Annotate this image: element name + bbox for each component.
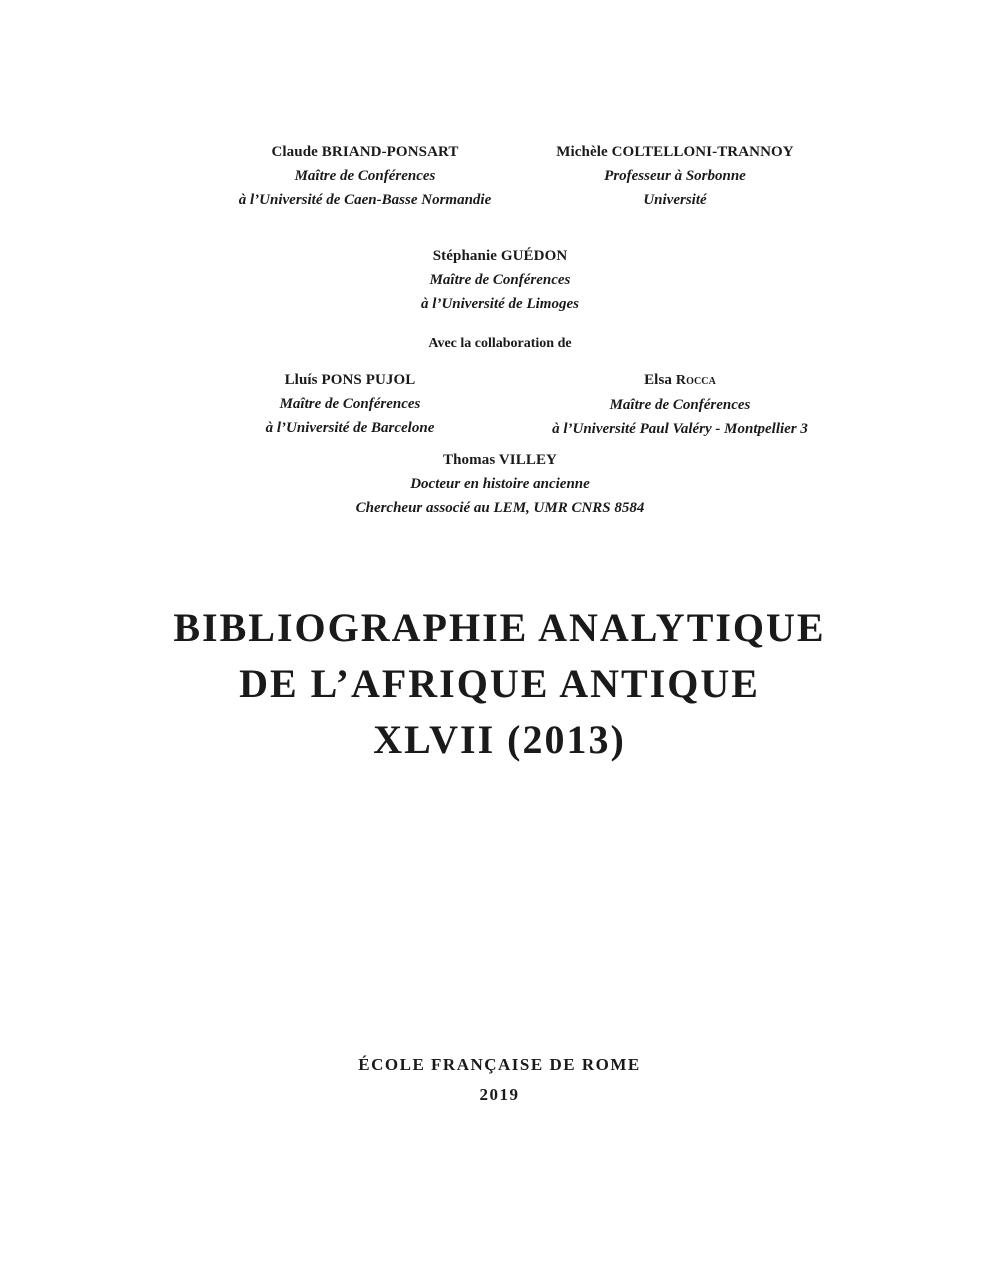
author-first-name: Thomas bbox=[443, 452, 496, 468]
author-name bbox=[530, 140, 820, 164]
book-title-line-1: BIBLIOGRAPHIE ANALYTIQUE bbox=[173, 605, 826, 650]
author-role: Maître de Conférences bbox=[429, 272, 571, 288]
author-briand-ponsart bbox=[200, 140, 530, 212]
author-role: Maître de Conférences bbox=[294, 168, 436, 184]
author-last-name: VILLEY bbox=[498, 452, 557, 468]
author-name bbox=[200, 368, 500, 392]
author-role: Docteur en histoire ancienne bbox=[410, 476, 590, 492]
author-affiliation: à l’Université de Limoges bbox=[421, 296, 579, 312]
author-affiliation: à l’Université Paul Valéry - Montpellier 3 bbox=[552, 421, 808, 437]
author-last-name: COLTELLONI-TRANNOY bbox=[611, 144, 794, 160]
author-first-name: Claude bbox=[271, 144, 318, 160]
author-affiliation: à l’Université de Barcelone bbox=[265, 420, 435, 436]
author-role: Professeur à Sorbonne bbox=[604, 168, 746, 184]
author-affiliation: à l’Université de Caen-Basse Normandie bbox=[238, 192, 492, 208]
author-last-name: PONS PUJOL bbox=[321, 372, 416, 388]
author-name bbox=[350, 244, 650, 268]
author-name bbox=[300, 448, 700, 472]
author-last-name: Rocca bbox=[675, 373, 716, 388]
author-affiliation: Université bbox=[643, 192, 707, 208]
book-title-line-3: XLVII (2013) bbox=[373, 717, 626, 762]
publication-year: 2019 bbox=[479, 1085, 520, 1104]
author-name bbox=[200, 140, 530, 164]
collaborator-rocca bbox=[510, 368, 850, 441]
author-first-name: Michèle bbox=[556, 144, 608, 160]
author-affiliation: Chercheur associé au LEM, UMR CNRS 8584 bbox=[355, 500, 645, 516]
author-last-name: BRIAND-PONSART bbox=[321, 144, 459, 160]
author-first-name: Lluís bbox=[284, 372, 318, 388]
collaborator-villey bbox=[300, 448, 700, 520]
author-last-name: GUÉDON bbox=[500, 248, 568, 264]
author-first-name: Elsa bbox=[644, 372, 672, 388]
author-name bbox=[510, 368, 850, 393]
author-role: Maître de Conférences bbox=[609, 397, 751, 413]
publisher-name: ÉCOLE FRANÇAISE DE ROME bbox=[358, 1055, 641, 1074]
book-title-line-2: DE L’AFRIQUE ANTIQUE bbox=[239, 661, 760, 706]
author-role: Maître de Conférences bbox=[279, 396, 421, 412]
author-guedon bbox=[350, 244, 650, 316]
author-coltelloni-trannoy bbox=[530, 140, 820, 212]
author-first-name: Stéphanie bbox=[432, 248, 497, 264]
collaboration-label: Avec la collaboration de bbox=[428, 336, 572, 351]
collaborator-pons-pujol bbox=[200, 368, 500, 440]
